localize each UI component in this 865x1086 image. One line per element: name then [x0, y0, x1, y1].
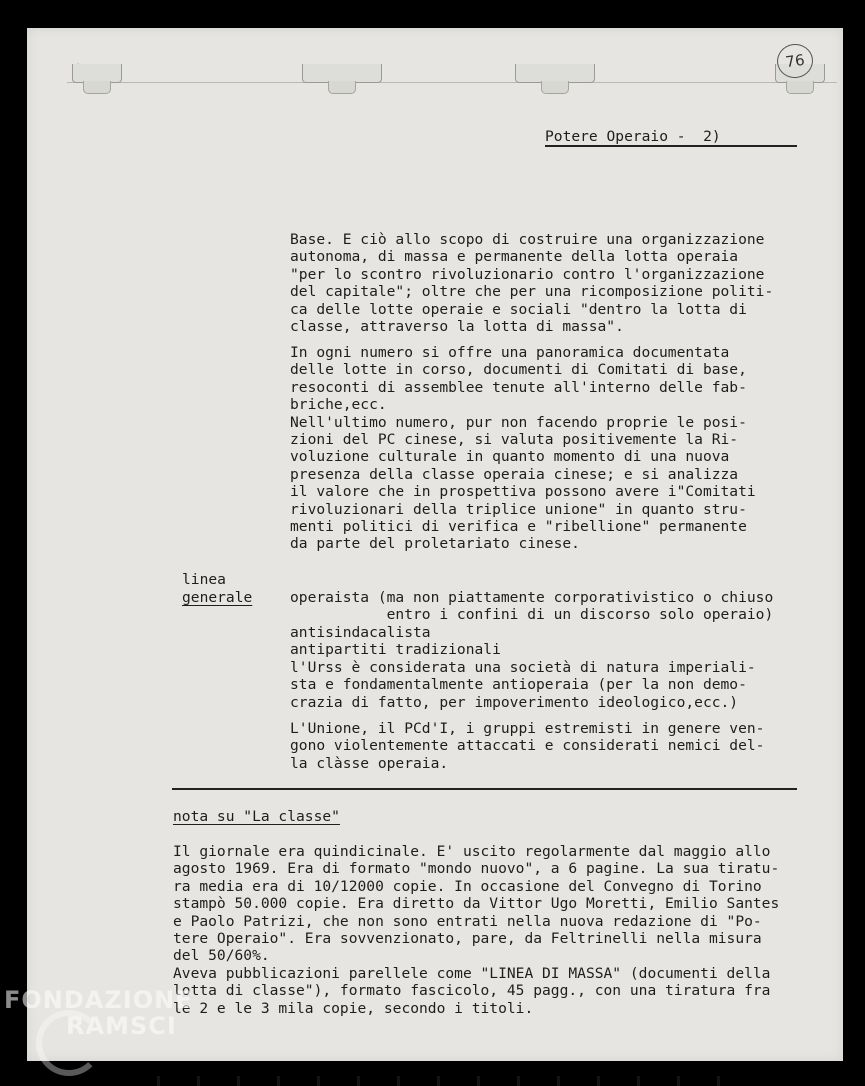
header-underline — [545, 145, 797, 147]
page-header: Potere Operaio - 2) — [545, 128, 721, 145]
paragraph-panoramica: In ogni numero si offre una panoramica documentata delle lotte in corso, documenti di Comitati di base, resoconti di assemblee tenute all'interno delle fab- briche,ecc. Nell'ultimo numero, pur non facendo proprie le posi- zioni del PC cinese, si valuta positivemente la Ri- voluzione culturale in quanto momento di una nuova presenza della classe operaia cinese; e si analizza il valore che in prospettiva possono avere i"Comitati rivoluzionari della triplice unione" in quanto stru- menti politici di verifica e "ribellione" permanente da parte del proletariato cinese. — [290, 344, 756, 553]
binder-tab-knob — [786, 81, 814, 94]
binder-tab — [72, 64, 122, 83]
watermark-line1: FONDAZIONE — [4, 986, 193, 1014]
linea-item-antipartiti: antipartiti tradizionali — [290, 641, 501, 658]
linea-item-antisindacalista: antisindacalista — [290, 624, 431, 641]
document-page — [27, 28, 843, 1061]
watermark-line2: RAMSCI — [66, 1012, 177, 1040]
bottom-scan-marks — [157, 1076, 757, 1086]
linea-item-operaista: operaista (ma non piattamente corporativistico o chiuso entro i confini di un discorso solo operaio) — [290, 589, 774, 624]
linea-item-unione: L'Unione, il PCd'I, i gruppi estremisti in genere ven- gono violentemente attaccati e considerati nemici del- la clàsse operaia. — [290, 720, 765, 772]
section-divider — [172, 788, 797, 790]
binder-tab — [515, 64, 595, 83]
linea-item-urss: l'Urss è considerata una società di natura imperiali- sta e fondamentalmente antioperaia (per la non demo- crazia di fatto, per impoverimento ideologico,ecc.) — [290, 659, 756, 711]
binder-tab-knob — [541, 81, 569, 94]
nota-body: Il giornale era quindicinale. E' uscito regolarmente dal maggio allo agosto 1969. Era di formato "mondo nuovo", a 6 pagine. La sua tiratu- ra media era di 10/12000 copie. In occasione del Convegno di Torino stampò 50.000 copie. Era diretto da Vittor Ugo Moretti, Emilio Santes e Paolo Patrizi, che non sono entrati nella nuova redazione di "Po- tere Operaio". Era sovvenzionato, pare, da Feltrinelli nella misura del 50/60%. Aveva pubblicazioni parellele come "LINEA DI MASSA" (documenti della lotta di classe"), formato fascicolo, 45 pagg., con una tiratura fra le 2 e le 3 mila copie, secondo i titoli. — [173, 843, 780, 1017]
paragraph-base: Base. E ciò allo scopo di costruire una organizzazione autonoma, di massa e permanente della lotta operaia "per lo scontro rivoluzionario contro l'organizzazione del capitale"; oltre che per una ricomposizione politi- ca delle lotte operaie e sociali "dentro la lotta di classe, attraverso la lotta di massa". — [290, 231, 774, 336]
nota-title: nota su "La classe" — [173, 808, 340, 825]
side-label-generale: generale — [182, 589, 253, 606]
side-label-linea: linea — [182, 571, 226, 588]
page-number: 76 — [775, 42, 815, 81]
watermark — [4, 986, 193, 1040]
top-fold-line — [67, 82, 837, 83]
binder-tab — [302, 64, 382, 83]
binder-tab-knob — [83, 81, 111, 94]
binder-tab-knob — [328, 81, 356, 94]
